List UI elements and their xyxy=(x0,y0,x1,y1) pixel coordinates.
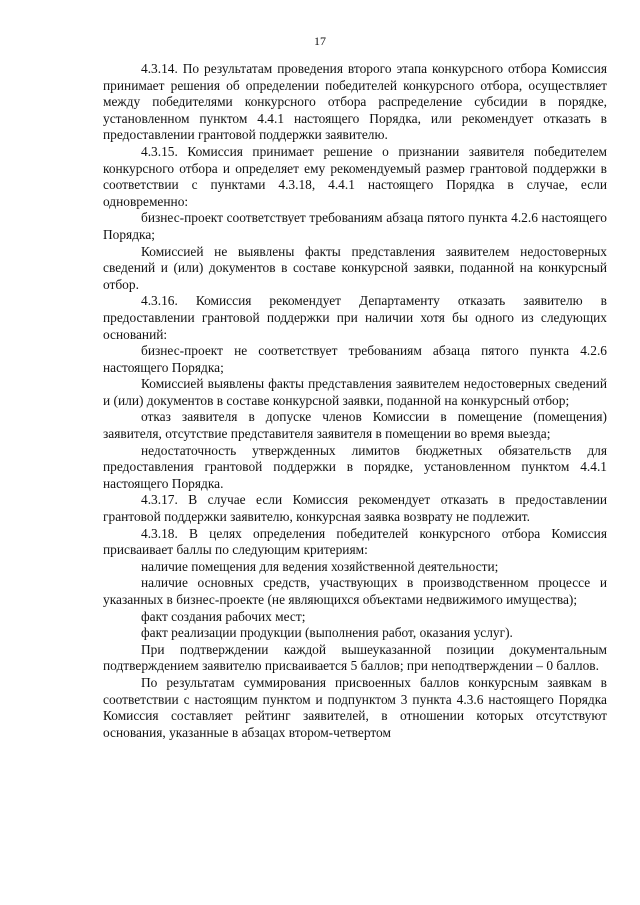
paragraph: Комиссией выявлены факты представления заявителем недостоверных сведений и (или) документов в составе конкурсной заявки, поданной на конкурсный отбор; xyxy=(103,376,607,408)
paragraph-4-3-18: 4.3.18. В целях определения победителей конкурсного отбора Комиссия присваивает баллы по следующим критериям: xyxy=(103,525,607,558)
paragraph: отказ заявителя в допуске членов Комиссии в помещение (помещения) заявителя, отсутствие представителя заявителя в помещении во время выезда; xyxy=(103,409,607,442)
paragraph: наличие помещения для ведения хозяйственной деятельности; xyxy=(141,558,499,574)
document-body xyxy=(103,61,607,741)
paragraph-4-3-17: 4.3.17. В случае если Комиссия рекомендует отказать в предоставлении грантовой поддержки заявителю, конкурсная заявка возврату не подлежит. xyxy=(103,492,607,525)
paragraph-4-3-16: 4.3.16. Комиссия рекомендует Департаменту отказать заявителю в предоставлении грантовой поддержки при наличии хотя бы одного из следующих оснований: xyxy=(103,293,607,342)
paragraph: По результатам суммирования присвоенных баллов конкурсным заявкам в соответствии с настоящим пунктом и подпунктом 3 пункта 4.3.6 настоящего Порядка Комиссия составляет рейтинг заявителей, в отношении которых отсутствуют основания, указанные в абзацах втором-четвертом xyxy=(103,674,607,740)
page-number: 17 xyxy=(314,34,326,48)
paragraph: недостаточность утвержденных лимитов бюджетных обязательств для предоставления грантовой поддержки в порядке, установленном пунктом 4.4.1 настоящего Порядка. xyxy=(103,442,607,491)
paragraph: При подтверждении каждой вышеуказанной позиции документальным подтверждением заявителю присваивается 5 баллов; при неподтверждении – 0 баллов. xyxy=(103,641,607,674)
paragraph: Комиссией не выявлены факты представления заявителем недостоверных сведений и (или) документов в составе конкурсной заявки, поданной на конкурсный отбор. xyxy=(103,243,607,292)
paragraph-4-3-15: 4.3.15. Комиссия принимает решение о признании заявителя победителем конкурсного отбора и определяет ему рекомендуемый размер грантовой поддержки в соответствии с пунктами 4.3.18, 4.4.1 настоящего Порядка в случае, если одновременно: xyxy=(103,143,607,209)
paragraph: бизнес-проект соответствует требованиям абзаца пятого пункта 4.2.6 настоящего Порядка; xyxy=(103,210,607,242)
paragraph: факт создания рабочих мест; xyxy=(141,608,306,624)
paragraph: факт реализации продукции (выполнения работ, оказания услуг). xyxy=(141,625,513,641)
paragraph: наличие основных средств, участвующих в производственном процессе и указанных в бизнес-проекте (не являющихся объектами недвижимого имущества); xyxy=(103,575,607,607)
paragraph-4-3-14: 4.3.14. По результатам проведения второго этапа конкурсного отбора Комиссия принимает решения об определении победителей конкурсного отбора, осуществляет между победителями конкурсного отбора распределение субсидии в порядке, установленном пунктом 4.4.1 настоящего Порядка, или рекомендует отказать в предоставлении грантовой поддержки заявителю. xyxy=(103,61,607,143)
paragraph: бизнес-проект не соответствует требованиям абзаца пятого пункта 4.2.6 настоящего Порядка; xyxy=(103,343,607,375)
